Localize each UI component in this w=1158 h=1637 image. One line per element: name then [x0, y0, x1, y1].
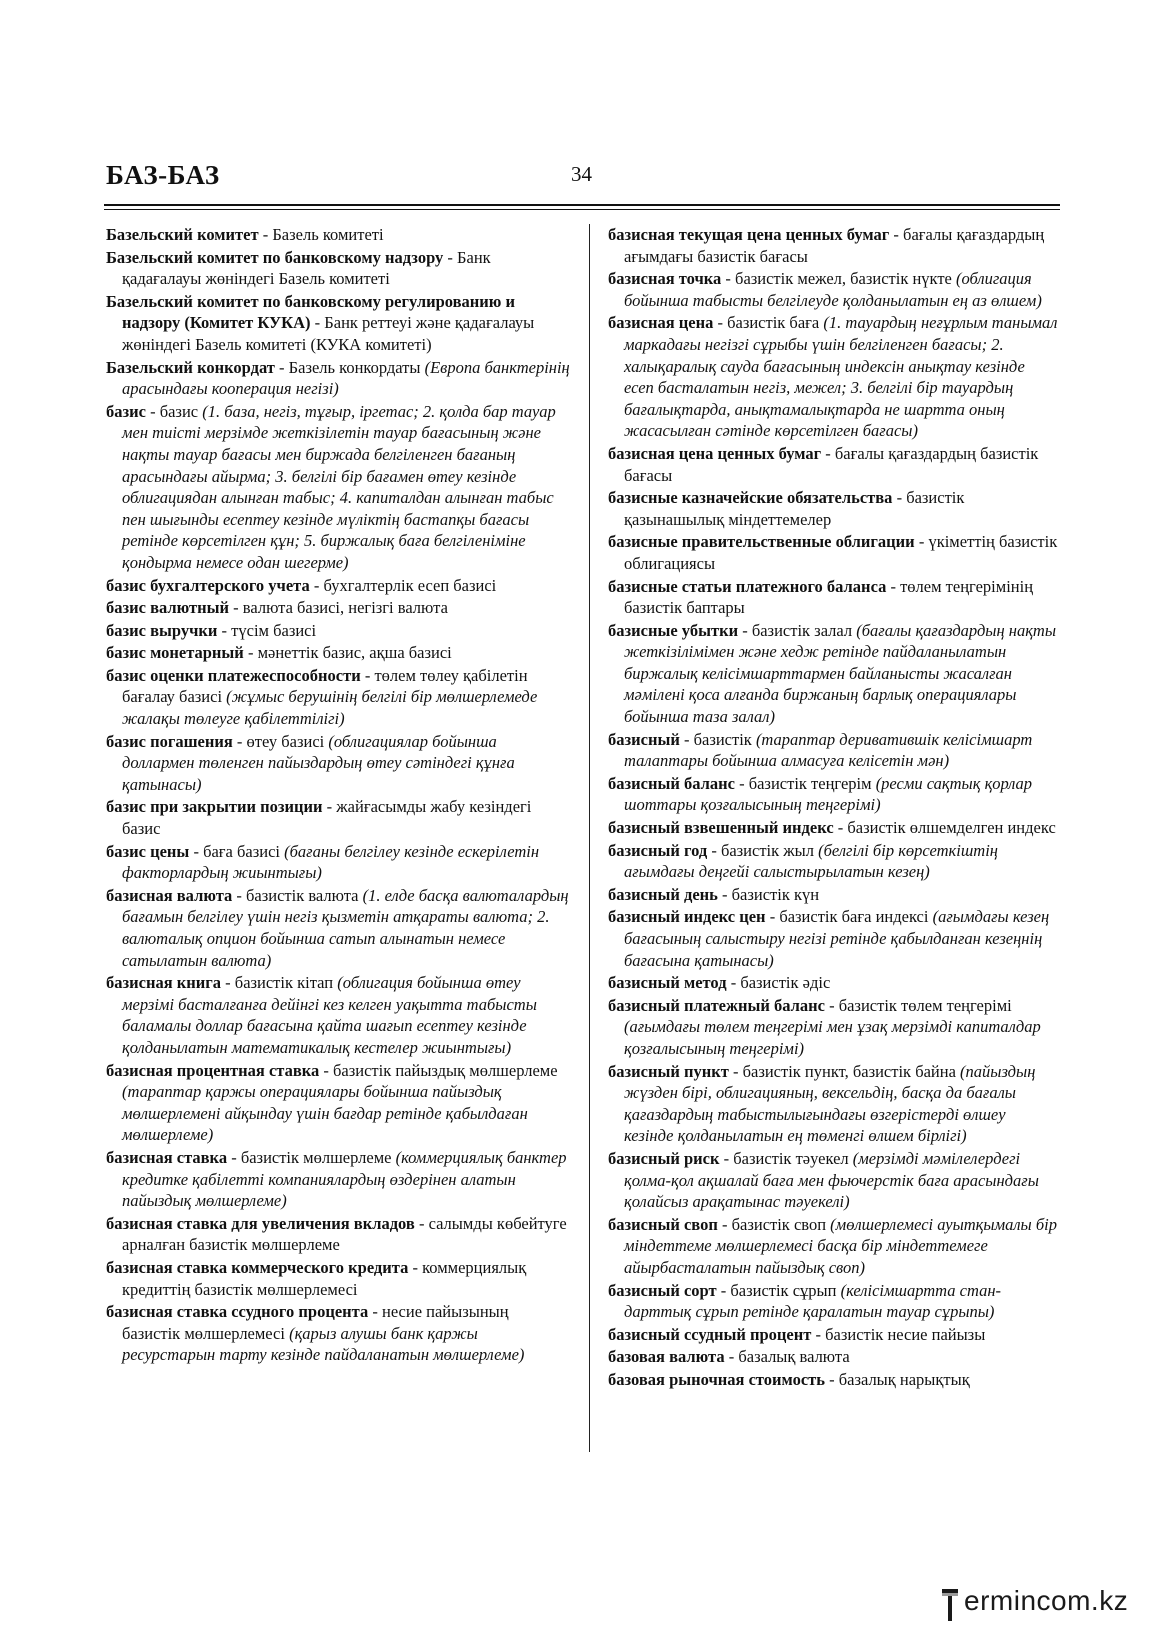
entry-term: базисный сорт — [608, 1280, 717, 1300]
entry-term: базисные казначейские обязательства — [608, 488, 893, 508]
entry-separator: - — [232, 885, 247, 905]
dictionary-entry — [106, 597, 570, 619]
dictionary-entry — [608, 443, 1058, 486]
dictionary-entry — [608, 884, 1058, 906]
entry-note: (пайыздың жүзден бірі, облигацияның, вексельдің, басқа да бағалы қағаздардың табыстылығындағы өзгерістерді өлшеу кезінде қолданылатын ең төменгі өлшем бірлігі) — [624, 1061, 1036, 1146]
entry-separator: - — [717, 1214, 732, 1234]
entry-translation: базалық валюта — [738, 1347, 850, 1367]
entry-translation: базистік — [693, 729, 756, 749]
dictionary-entry — [608, 817, 1058, 839]
dictionary-entry — [608, 576, 1058, 619]
entry-separator: - — [833, 818, 848, 838]
entry-note: (1. база, негіз, тұғыр, іргетас; 2. қолда бар тауар мен тиісті мерзімде жеткізілетін тауар бағасының және нақты тауар бағасы мен биржада белгіленген бағаның арасындағы айырма; 3. белгілі бір бағамен өтеу кезінде облигациядан алынған табыс; 4. капиталдан алынған табыс пен шығынды есептеу кезінде мүліктің бастапқы бағасы ретінде көрсетілген құн; 5. биржалық баға белгіленіміне қондырма немесе одан шегерме) — [122, 401, 556, 572]
entry-separator: - — [309, 575, 324, 595]
entry-translation: Банк реттеуі және қадағалауы жөніндегі Базель комитеті (КУКА комитеті) — [122, 313, 535, 354]
entry-separator: - — [738, 620, 752, 640]
entry-note: (келісімшартта стандарттық сұрып ретінде қаралатын тауар сұрыпы) — [624, 1280, 1002, 1322]
entry-translation: несие пайызының базистік мөлшерлемесі — [122, 1302, 509, 1343]
header-rule-thin — [104, 209, 1060, 210]
entry-term: базис валютный — [106, 598, 230, 618]
entry-translation: Банк қадағалауы жөніндегі Базель комитеті — [122, 247, 491, 289]
logo-text: ermincom.kz — [964, 1585, 1129, 1616]
entry-separator: - — [274, 357, 289, 377]
entry-translation: жайғасымды жабу кезіндегі базис — [122, 797, 532, 839]
dictionary-entry — [106, 401, 570, 574]
dictionary-entry — [106, 291, 570, 356]
right-column — [608, 224, 1058, 1391]
dictionary-entry — [608, 312, 1058, 442]
dictionary-entry — [608, 1061, 1058, 1147]
entry-separator: - — [914, 532, 929, 552]
dictionary-entry — [608, 224, 1058, 267]
dictionary-entry — [106, 575, 570, 597]
left-column — [106, 224, 570, 1367]
entry-term: базисные статьи платежного баланса — [608, 576, 887, 596]
entry-translation: базистік баға — [727, 313, 824, 333]
entry-separator: - — [217, 620, 232, 640]
entry-term: базисный взвешенный индекс — [608, 818, 834, 838]
entry-translation: базистік межел, базистік нүкте — [735, 269, 956, 289]
dictionary-entry — [608, 1346, 1058, 1368]
entry-term: базисная текущая цена ценных бумаг — [608, 225, 890, 244]
entry-separator: - — [414, 1213, 429, 1233]
entry-separator: - — [408, 1257, 423, 1277]
entry-translation: базистік сұрып — [730, 1280, 841, 1300]
dictionary-entry — [608, 1324, 1058, 1346]
dictionary-entry — [106, 642, 570, 664]
page-number: 34 — [571, 162, 592, 186]
entry-term: базисная ставка коммерческого кредита — [106, 1257, 409, 1277]
entry-term: Базельский комитет по банковскому регулированию и надзору (Комитет КУКА) — [106, 291, 516, 333]
entry-separator: - — [679, 729, 694, 749]
entry-term: базис цены — [106, 841, 190, 861]
entry-term: базисная процентная ставка — [106, 1060, 320, 1080]
entry-term: базисный год — [608, 840, 708, 860]
entry-term: базис выручки — [106, 620, 218, 640]
dictionary-entry — [106, 1301, 570, 1366]
entry-translation: бағалы қағаздардың базистік бағасы — [624, 443, 1039, 485]
dictionary-entry — [106, 841, 570, 884]
entry-note: (мөлшерлемесі ауытқымалы бір міндеттеме мөлшерлемесі басқа бір міндеттемеге айырбасталатын пайыздық своп) — [624, 1214, 1057, 1277]
entry-term: базисная ставка — [106, 1147, 228, 1167]
entry-translation: базистік пайыздық мөлшерлеме — [333, 1060, 558, 1080]
entry-translation: бағалы қағаздардың ағымдағы базистік бағасы — [624, 225, 1045, 266]
dictionary-entry — [106, 731, 570, 796]
entry-separator: - — [713, 313, 728, 333]
entry-note: (тараптар қаржы операциялары бойынша пайыздық мөлшерлемені айқындау үшін бағдар ретінде қабылдаған мөлшерлеме) — [122, 1082, 528, 1145]
dictionary-entry — [106, 224, 570, 246]
dictionary-entry — [106, 1213, 570, 1256]
entry-translation: баға базисі — [203, 841, 285, 861]
entry-note: (бағалы қағаздардың нақты жеткізілімімен және хедж ретінде пайдаланылатын биржалық келісімшарттармен байланысты жасалған мәмілені қоса алғанда биржаның барлық операциялары бойынша таза залал) — [624, 620, 1057, 727]
dictionary-entry — [608, 531, 1058, 574]
entry-note: (облигациялар бойынша доллармен төленген пайыздардың өтеу сәтіндегі құнға қатынасы) — [122, 731, 515, 794]
dictionary-entry — [608, 995, 1058, 1060]
entry-separator: - — [824, 1369, 839, 1389]
entry-term: базисный риск — [608, 1148, 720, 1168]
entry-separator: - — [360, 665, 375, 685]
entry-separator: - — [726, 973, 741, 993]
entry-translation: бухгалтерлік есеп базисі — [323, 575, 497, 595]
entry-note: (ресми сақтық қорлар шоттары қозғалысының теңгерімі) — [624, 773, 1033, 815]
entry-translation: базистік тәуекел — [733, 1148, 853, 1168]
entry-translation: өтеу базисі — [246, 731, 329, 751]
entry-separator: - — [232, 731, 247, 751]
dictionary-entry — [106, 665, 570, 730]
entry-translation: базистік баға индексі — [779, 907, 933, 927]
entry-separator: - — [889, 225, 904, 244]
entry-term: базисный — [608, 729, 680, 749]
site-logo[interactable] — [942, 1583, 1129, 1627]
dictionary-entry — [106, 1147, 570, 1212]
entry-term: базисная цена ценных бумаг — [608, 443, 822, 463]
entry-term: базисный пункт — [608, 1061, 729, 1081]
entry-term: базовая рыночная стоимость — [608, 1369, 825, 1389]
dictionary-entry — [608, 620, 1058, 728]
dictionary-entry — [106, 247, 570, 290]
entry-note: (мерзімді мәмілелердегі қолма-қол ақшалай баға мен фьючерстік баға арасындағы қолайсыз арақатынас тәуекелі) — [624, 1148, 1039, 1212]
entry-separator: - — [734, 773, 749, 793]
entry-translation: базистік қазынашылық міндеттемелер — [624, 488, 965, 529]
entry-separator: - — [821, 443, 835, 463]
entry-note: (ағымдағы төлем теңгерімі мен ұзақ мерзімді капиталдар қозғалысының теңгерімі) — [624, 1017, 1041, 1058]
entry-separator: - — [716, 1280, 731, 1300]
entry-term: базис бухгалтерского учета — [106, 575, 310, 595]
entry-note: (қарыз алушы банк қаржы ресурстарын тарту кезінде пайдаланатын мөлшерлеме) — [122, 1323, 525, 1365]
entry-term: базис оценки платежеспособности — [106, 665, 361, 685]
entry-note: (1. тауардың неғұрлым танымал маркадағы негізгі сұрыбы үшін белгіленген бағасы; 2. халықаралық сауда бағасының индексін анықтау кезінде есеп басталатын негіз, межел; 3. белгілі бір тауардың бағалықтарда, анықтамалықтарда не шартта оның жасасылған сәтінде көрсетілген бағасы) — [624, 313, 1058, 441]
dictionary-entry — [608, 268, 1058, 311]
dictionary-entry — [106, 1060, 570, 1146]
termincom-t-logo-icon — [942, 1589, 958, 1621]
column-divider — [589, 224, 590, 1452]
entry-term: базис погашения — [106, 731, 233, 751]
entry-separator: - — [189, 841, 204, 861]
entry-translation: валюта базисі, негізгі валюта — [242, 598, 448, 618]
header-rule — [104, 204, 1060, 206]
dictionary-entry — [106, 796, 570, 839]
dictionary-entry — [106, 620, 570, 642]
entry-translation: төлем теңгерімінің базистік баптары — [624, 576, 1034, 618]
entry-separator: - — [227, 1147, 241, 1167]
entry-translation: базистік теңгерім — [748, 773, 876, 793]
entry-separator: - — [443, 247, 458, 267]
dictionary-entry — [106, 885, 570, 971]
entry-translation: төлем төлеу қабілетін бағалау базисі — [122, 665, 528, 707]
dictionary-entry — [608, 840, 1058, 883]
entry-term: базовая валюта — [608, 1347, 725, 1367]
entry-translation: базистік мөлшерлеме — [240, 1147, 396, 1167]
entry-translation: үкіметтің базистік облигациясы — [624, 532, 1058, 573]
entry-separator: - — [310, 313, 325, 333]
entry-separator: - — [368, 1302, 382, 1322]
entry-term: базисная ставка для увеличения вкладов — [106, 1213, 415, 1233]
entry-separator: - — [728, 1061, 743, 1081]
entry-translation: базистік несие пайызы — [825, 1324, 986, 1344]
entry-note: (облигация бойынша табысты белгілеуде қолданылатын ең аз өлшем) — [624, 269, 1042, 310]
entry-translation: Базель конкордаты — [288, 357, 425, 377]
page-header-title: БАЗ-БАЗ — [106, 160, 220, 190]
entry-term: базисный своп — [608, 1214, 718, 1234]
entry-term: базисная ставка ссудного процента — [106, 1302, 369, 1322]
dictionary-entry — [106, 972, 570, 1058]
entry-term: базисная цена — [608, 313, 714, 333]
entry-note: (тараптар дериватившік келісімшарт талаптары бойынша алмасуға келісетін мән) — [624, 729, 1033, 771]
entry-translation: коммерциялық кредиттің базистік мөлшерлемесі — [122, 1257, 527, 1299]
entry-term: Базельский комитет — [106, 225, 259, 244]
entry-term: базис при закрытии позиции — [106, 797, 323, 817]
entry-term: Базельский конкордат — [106, 357, 275, 377]
entry-translation: базистік күн — [731, 884, 820, 904]
entry-term: базис — [106, 401, 146, 421]
entry-separator: - — [221, 973, 235, 993]
entry-term: базисный ссудный процент — [608, 1324, 812, 1344]
entry-term: базисный день — [608, 884, 718, 904]
entry-separator: - — [724, 1347, 739, 1367]
entry-separator: - — [717, 884, 732, 904]
entry-term: базис монетарный — [106, 643, 244, 663]
entry-translation: мәнеттік базис, ақша базисі — [257, 643, 452, 663]
entry-term: базисная валюта — [106, 885, 233, 905]
entry-separator: - — [319, 1060, 334, 1080]
entry-term: базисные правительственные облигации — [608, 532, 915, 552]
entry-translation: Базель комитеті — [272, 225, 384, 244]
dictionary-entry — [608, 487, 1058, 530]
entry-translation: базис — [159, 401, 203, 421]
entry-note: (ағымдағы кезең бағасының салыстыру негізі ретінде қабылданған кезеңнің бағасына қатынасы) — [624, 907, 1050, 970]
entry-note: (Европа банктерінің арасындағы кооперация негізі) — [122, 357, 570, 399]
entry-separator: - — [892, 488, 907, 508]
dictionary-entry — [608, 729, 1058, 772]
dictionary-entry — [608, 773, 1058, 816]
entry-translation: базистік кітап — [234, 973, 338, 993]
entry-separator: - — [765, 907, 780, 927]
entry-separator: - — [145, 401, 160, 421]
entry-term: Базельский комитет по банковскому надзору — [106, 247, 444, 267]
entry-separator: - — [322, 797, 337, 817]
entry-separator: - — [243, 643, 258, 663]
entry-separator: - — [811, 1324, 826, 1344]
entry-note: (бағаны белгілеу кезінде ескерілетін факторлардың жиынтығы) — [122, 841, 540, 883]
entry-translation: базалық нарықтық — [838, 1369, 970, 1389]
entry-translation: базистік төлем теңгерімі — [838, 995, 1012, 1015]
entry-term: базисный баланс — [608, 773, 735, 793]
entry-translation: базистік залал — [751, 620, 857, 640]
entry-separator: - — [707, 840, 721, 860]
entry-translation: базистік своп — [731, 1214, 831, 1234]
entry-term: базисные убытки — [608, 620, 739, 640]
entry-note: (белгілі бір көрсеткіштің ағымдағы деңгейі салыстырылатын кезең) — [624, 840, 998, 882]
entry-translation: базистік пункт, базистік байна — [742, 1061, 961, 1081]
dictionary-entry — [608, 1214, 1058, 1279]
entry-term: базисный метод — [608, 973, 727, 993]
entry-translation: базистік әдіс — [740, 973, 831, 993]
dictionary-entry — [608, 1280, 1058, 1323]
entry-term: базисный индекс цен — [608, 907, 766, 927]
entry-note: (коммерциялық банктер кредитке қабілетті компаниялардың өздерінен алатын пайыздық мөлшерлеме) — [122, 1147, 567, 1211]
entry-term: базисная точка — [608, 269, 722, 289]
entry-separator: - — [721, 269, 736, 289]
dictionary-entry — [608, 906, 1058, 971]
entry-term: базисная книга — [106, 973, 222, 993]
dictionary-entry — [608, 1148, 1058, 1213]
entry-separator: - — [886, 576, 901, 596]
dictionary-entry — [106, 357, 570, 400]
entry-note: (облигация бойынша өтеу мерзімі басталғанға дейінгі кез келген уақытта табысты баламалы доллар бағасына қайта шағып есептеу кезінде қолданылатын математикалық кестелер жиынтығы) — [122, 973, 537, 1057]
dictionary-entry — [608, 1369, 1058, 1391]
entry-translation: базистік өлшемделген индекс — [847, 818, 1056, 838]
entry-translation: салымды көбейтуге арналған базистік мөлшерлеме — [122, 1213, 567, 1255]
entry-note: (жұмыс берушінің белгілі бір мөлшерлемеде жалақы төлеуге қабілеттілігі) — [122, 687, 538, 729]
dictionary-entry — [106, 1257, 570, 1300]
entry-separator: - — [824, 995, 839, 1015]
entry-translation: базистік жыл — [720, 840, 819, 860]
entry-term: базисный платежный баланс — [608, 995, 825, 1015]
entry-separator: - — [229, 598, 243, 618]
dictionary-entry — [608, 972, 1058, 994]
entry-translation: базистік валюта — [246, 885, 363, 905]
entry-separator: - — [258, 225, 273, 244]
entry-separator: - — [719, 1148, 734, 1168]
entry-note: (1. елде басқа валюталардың бағамын белгілеу үшін негіз қызметін атқараты валюта; 2. валюталық опцион бойынша сатып алынатын немесе сатылатын валюта) — [122, 885, 569, 970]
entry-translation: түсім базисі — [231, 620, 317, 640]
